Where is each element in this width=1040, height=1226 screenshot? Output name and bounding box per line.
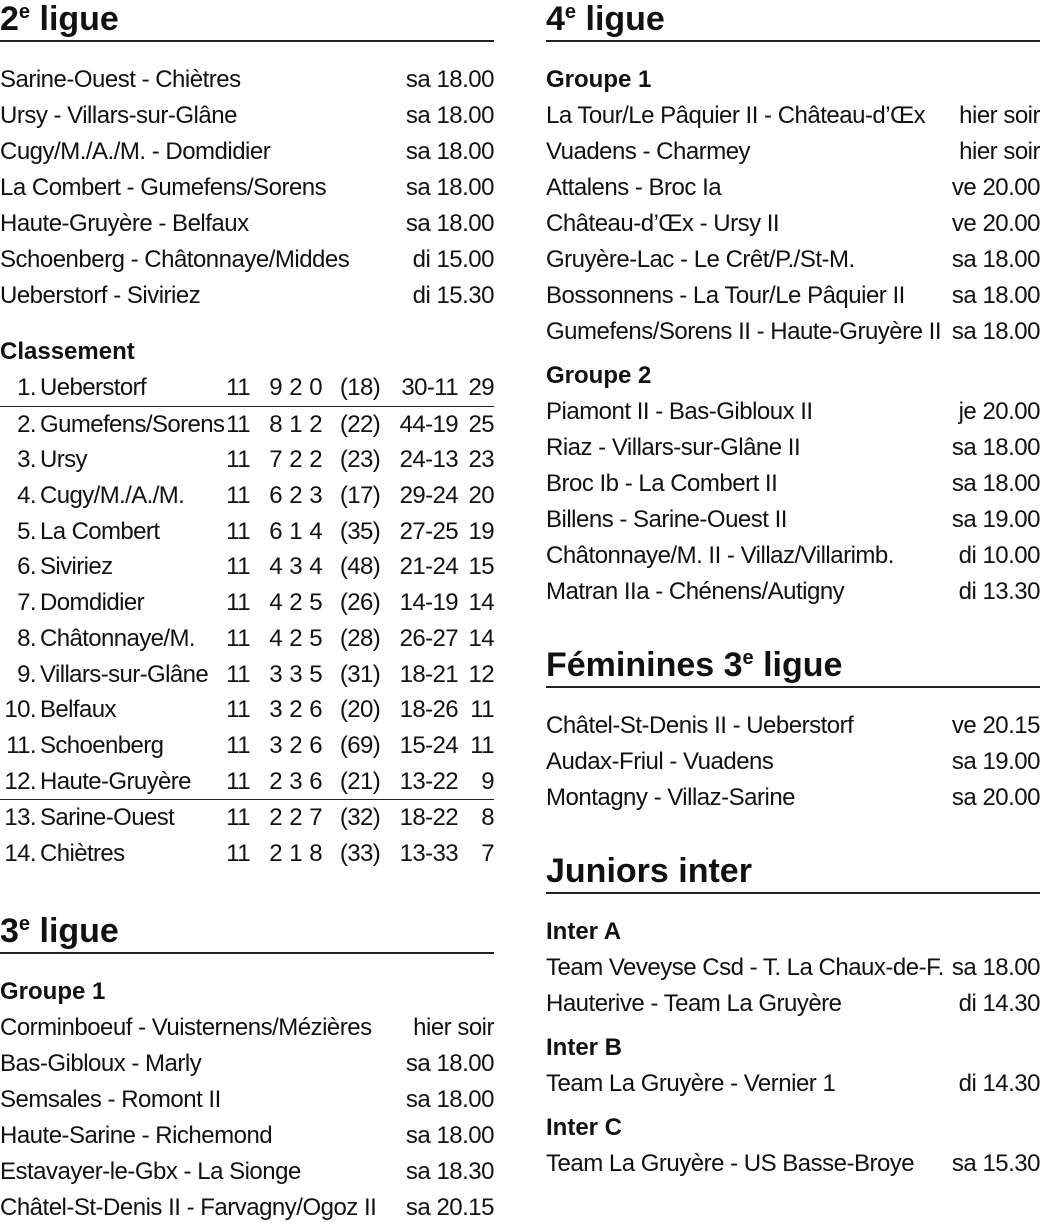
section-title: 2e ligue [0,0,494,42]
standings-cell-d: 3 [289,767,302,795]
standings-cell-d: 2 [289,696,302,724]
standings-cell-w: 8 [269,410,282,438]
match-list [546,688,1040,816]
standings-cell-w: 4 [269,553,282,581]
standings-row [0,585,494,621]
standings-cell-d: 2 [289,374,302,401]
standings-cell-rank: 2. [17,410,36,438]
match-row: Montagny - Villaz-Sarine sa 20.00 [546,784,1040,811]
standings-cell-played: 11 [226,517,250,545]
standings-cell-l: 7 [309,804,322,832]
group-title: Inter C [546,1114,623,1141]
right-column [546,0,1040,1182]
section-2e-ligue [0,0,494,872]
standings-cell-d: 1 [289,410,302,438]
standings-cell-team: Villars-sur-Glâne [40,660,209,688]
standings-cell-pen: (20) [339,696,381,724]
standings-cell-l: 6 [309,767,322,795]
standings-row [0,406,494,443]
standings-cell-team: Belfaux [40,696,116,724]
match-row: Schoenberg - Châtonnaye/Middes di 15.00 [0,246,494,273]
standings-cell-rank: 9. [17,660,36,688]
left-column [0,0,494,1226]
standings-cell-l: 6 [309,696,322,724]
match-row: Cugy/M./A./M. - Domdidier sa 18.00 [0,138,494,165]
standings-cell-pts: 11 [470,696,494,724]
section-3e-ligue [0,912,494,1226]
standings-cell-rank: 1. [17,374,36,401]
standings-cell-pts: 14 [468,589,494,617]
standings-cell-d: 2 [289,731,302,759]
standings-cell-d: 2 [289,589,302,617]
standings-cell-d: 2 [289,804,302,832]
section-title: 4e ligue [546,0,1040,42]
match-row: Châtonnaye/M. II - Villaz/Villarimb. di 10.00 [546,542,1040,569]
standings-cell-pts: 14 [468,624,494,652]
standings-cell-d: 3 [289,660,302,688]
standings-cell-w: 9 [269,374,282,401]
match-row: Semsales - Romont II sa 18.00 [0,1085,494,1113]
standings-cell-pen: (28) [339,624,381,652]
match-row: Bas-Gibloux - Marly sa 18.00 [0,1049,494,1077]
match-row: Ueberstorf - Siviriez di 15.30 [0,282,494,309]
section-title: Juniors inter [546,852,1040,894]
standings-cell-goals: 18-22 [399,804,458,832]
standings-cell-pen: (35) [339,517,381,545]
match-row: Riaz - Villars-sur-Glâne II sa 18.00 [546,434,1040,461]
section-juniors-inter [546,852,1040,1182]
standings-cell-pen: (69) [339,731,381,759]
standings-cell-d: 2 [289,624,302,652]
group-title: Inter A [546,918,622,945]
group-title: Inter B [546,1034,623,1061]
match-row: La Tour/Le Pâquier II - Château-d’Œx hier soir [546,102,1040,129]
match-row: Sarine-Ouest - Chiètres sa 18.00 [0,66,494,93]
standings-cell-goals: 27-25 [399,517,458,545]
match-list [0,42,494,314]
standings-cell-l: 6 [309,731,322,759]
standings-cell-rank: 14. [4,839,36,867]
standings-cell-played: 11 [226,553,250,581]
match-row: Team La Gruyère - US Basse-Broye sa 15.30 [546,1150,1040,1177]
standings-cell-l: 2 [309,410,322,438]
standings-row [0,370,494,406]
standings-cell-goals: 13-22 [399,767,458,795]
standings-cell-team: La Combert [40,517,160,545]
match-row: Haute-Gruyère - Belfaux sa 18.00 [0,210,494,237]
standings-cell-goals: 21-24 [399,553,458,581]
standings-cell-l: 2 [309,446,322,474]
standings-cell-w: 3 [269,660,282,688]
standings-cell-d: 2 [289,482,302,510]
standings-cell-pts: 15 [468,553,494,581]
standings-cell-played: 11 [226,731,250,759]
section-title: 3e ligue [0,912,494,954]
standings-cell-rank: 10. [4,696,36,724]
standings-cell-w: 6 [269,517,282,545]
standings-cell-rank: 13. [4,804,36,832]
standings-cell-d: 1 [289,517,302,545]
match-row: Vuadens - Charmey hier soir [546,138,1040,165]
standings-cell-d: 1 [289,839,302,867]
standings-cell-goals: 24-13 [399,446,458,474]
standings-cell-goals: 18-26 [399,696,458,724]
standings-cell-goals: 14-19 [399,589,458,617]
standings-cell-played: 11 [226,624,250,652]
standings-cell-played: 11 [226,410,250,438]
match-row: Haute-Sarine - Richemond sa 18.00 [0,1121,494,1149]
standings-cell-team: Domdidier [40,589,144,617]
standings-cell-w: 3 [269,696,282,724]
standings-row [0,514,494,550]
match-row: Gruyère-Lac - Le Crêt/P./St-M. sa 18.00 [546,246,1040,273]
standings-cell-l: 8 [309,839,322,867]
standings-cell-w: 7 [269,446,282,474]
standings-cell-d: 2 [289,446,302,474]
standings-cell-rank: 3. [17,446,36,474]
match-row: Châtel-St-Denis II - Farvagny/Ogoz II sa 20.15 [0,1193,494,1221]
group-title: Groupe 2 [546,362,652,389]
standings-cell-w: 6 [269,482,282,510]
standings-row [0,836,494,872]
standings-cell-l: 5 [309,589,322,617]
section-title: Féminines 3e ligue [546,646,1040,688]
standings-cell-w: 2 [269,804,282,832]
match-row: Matran IIa - Chénens/Autigny di 13.30 [546,578,1040,605]
match-row: Châtel-St-Denis II - Ueberstorf ve 20.15 [546,712,1040,739]
standings-cell-goals: 26-27 [399,624,458,652]
standings-cell-w: 2 [269,839,282,867]
standings-cell-rank: 5. [17,517,36,545]
standings-cell-goals: 30-11 [401,374,458,401]
match-row: Corminboeuf - Vuisternens/Mézières hier soir [0,1013,494,1041]
standings-cell-goals: 44-19 [399,410,458,438]
standings-cell-played: 11 [226,589,250,617]
match-row: Broc Ib - La Combert II sa 18.00 [546,470,1040,497]
section-feminines [546,646,1040,816]
standings-cell-pts: 23 [468,446,494,474]
standings-cell-l: 0 [309,374,322,401]
standings-cell-w: 3 [269,731,282,759]
standings-cell-team: Châtonnaye/M. [40,624,195,652]
standings-cell-team: Gumefens/Sorens [40,410,225,438]
standings-cell-goals: 13-33 [399,839,458,867]
section-4e-ligue [546,0,1040,610]
standings-cell-rank: 12. [4,767,36,795]
match-row: Château-d’Œx - Ursy II ve 20.00 [546,210,1040,237]
standings-cell-pen: (21) [339,767,381,795]
standings-cell-pts: 7 [481,839,494,867]
match-list [546,894,1040,1182]
match-row: Attalens - Broc Ia ve 20.00 [546,174,1040,201]
match-row: Audax-Friul - Vuadens sa 19.00 [546,748,1040,775]
standings-row [0,621,494,657]
standings-cell-team: Ueberstorf [40,374,147,401]
standings-cell-goals: 29-24 [399,482,458,510]
standings-cell-pts: 25 [468,410,494,438]
standings-cell-pts: 8 [481,804,494,832]
standings-cell-pts: 29 [468,374,494,401]
standings-cell-l: 3 [309,482,322,510]
standings-cell-rank: 6. [17,553,36,581]
standings-cell-played: 11 [226,446,250,474]
standings-row [0,549,494,585]
standings-cell-pts: 19 [468,517,494,545]
standings-cell-played: 11 [226,804,250,832]
standings-cell-d: 3 [289,553,302,581]
standings-cell-pen: (17) [339,482,381,510]
standings-cell-rank: 7. [17,589,36,617]
standings-cell-pen: (33) [339,839,381,867]
standings-cell-pen: (23) [339,446,381,474]
standings-cell-rank: 8. [17,624,36,652]
standings-cell-goals: 18-21 [399,660,458,688]
match-row: Ursy - Villars-sur-Glâne sa 18.00 [0,102,494,129]
match-list [546,42,1040,610]
standings-cell-played: 11 [226,839,250,867]
standings-cell-pts: 20 [468,482,494,510]
standings-row [0,478,494,514]
standings-cell-pen: (32) [339,804,381,832]
match-row: Gumefens/Sorens II - Haute-Gruyère II sa 18.00 [546,318,1040,345]
standings-cell-played: 11 [226,374,250,401]
match-row: Hauterive - Team La Gruyère di 14.30 [546,990,1040,1017]
match-row: Bossonnens - La Tour/Le Pâquier II sa 18.00 [546,282,1040,309]
standings-cell-l: 4 [309,517,322,545]
standings-row [0,692,494,728]
match-row: Piamont II - Bas-Gibloux II je 20.00 [546,398,1040,425]
match-row: Billens - Sarine-Ouest II sa 19.00 [546,506,1040,533]
standings-cell-w: 2 [269,767,282,795]
standings-cell-team: Chiètres [40,839,125,867]
standings-cell-pts: 12 [468,660,494,688]
match-row: Team Veveyse Csd - T. La Chaux-de-F. sa 18.00 [546,954,1040,981]
standings-cell-pen: (26) [339,589,381,617]
standings-title: Classement [0,338,135,365]
standings-row [0,442,494,478]
standings-cell-w: 4 [269,589,282,617]
standings-cell-team: Ursy [40,446,87,474]
match-row: Estavayer-le-Gbx - La Sionge sa 18.30 [0,1157,494,1185]
standings-table [0,334,494,872]
standings-cell-played: 11 [226,660,250,688]
standings-row [0,728,494,764]
match-list [0,954,494,1226]
standings-cell-played: 11 [226,482,250,510]
group-title: Groupe 1 [546,66,652,93]
standings-cell-team: Schoenberg [40,731,164,759]
match-row: La Combert - Gumefens/Sorens sa 18.00 [0,174,494,201]
standings-cell-pen: (18) [339,374,381,401]
standings-cell-pts: 11 [470,731,494,759]
standings-cell-w: 4 [269,624,282,652]
standings-cell-team: Cugy/M./A./M. [40,482,185,510]
standings-cell-l: 4 [309,553,322,581]
standings-cell-team: Siviriez [40,553,113,581]
match-row: Team La Gruyère - Vernier 1 di 14.30 [546,1070,1040,1097]
standings-cell-l: 5 [309,624,322,652]
standings-cell-played: 11 [226,696,250,724]
standings-row [0,764,494,800]
standings-cell-played: 11 [226,767,250,795]
standings-cell-l: 5 [309,660,322,688]
group-title: Groupe 1 [0,977,106,1005]
standings-cell-team: Haute-Gruyère [40,767,191,795]
standings-row [0,799,494,836]
standings-cell-team: Sarine-Ouest [40,804,175,832]
standings-cell-pen: (22) [339,410,381,438]
standings-cell-rank: 4. [17,482,36,510]
standings-cell-rank: 11. [6,731,36,759]
standings-cell-pts: 9 [481,767,494,795]
standings-row [0,657,494,693]
standings-cell-goals: 15-24 [399,731,458,759]
standings-cell-pen: (48) [339,553,381,581]
standings-cell-pen: (31) [339,660,381,688]
